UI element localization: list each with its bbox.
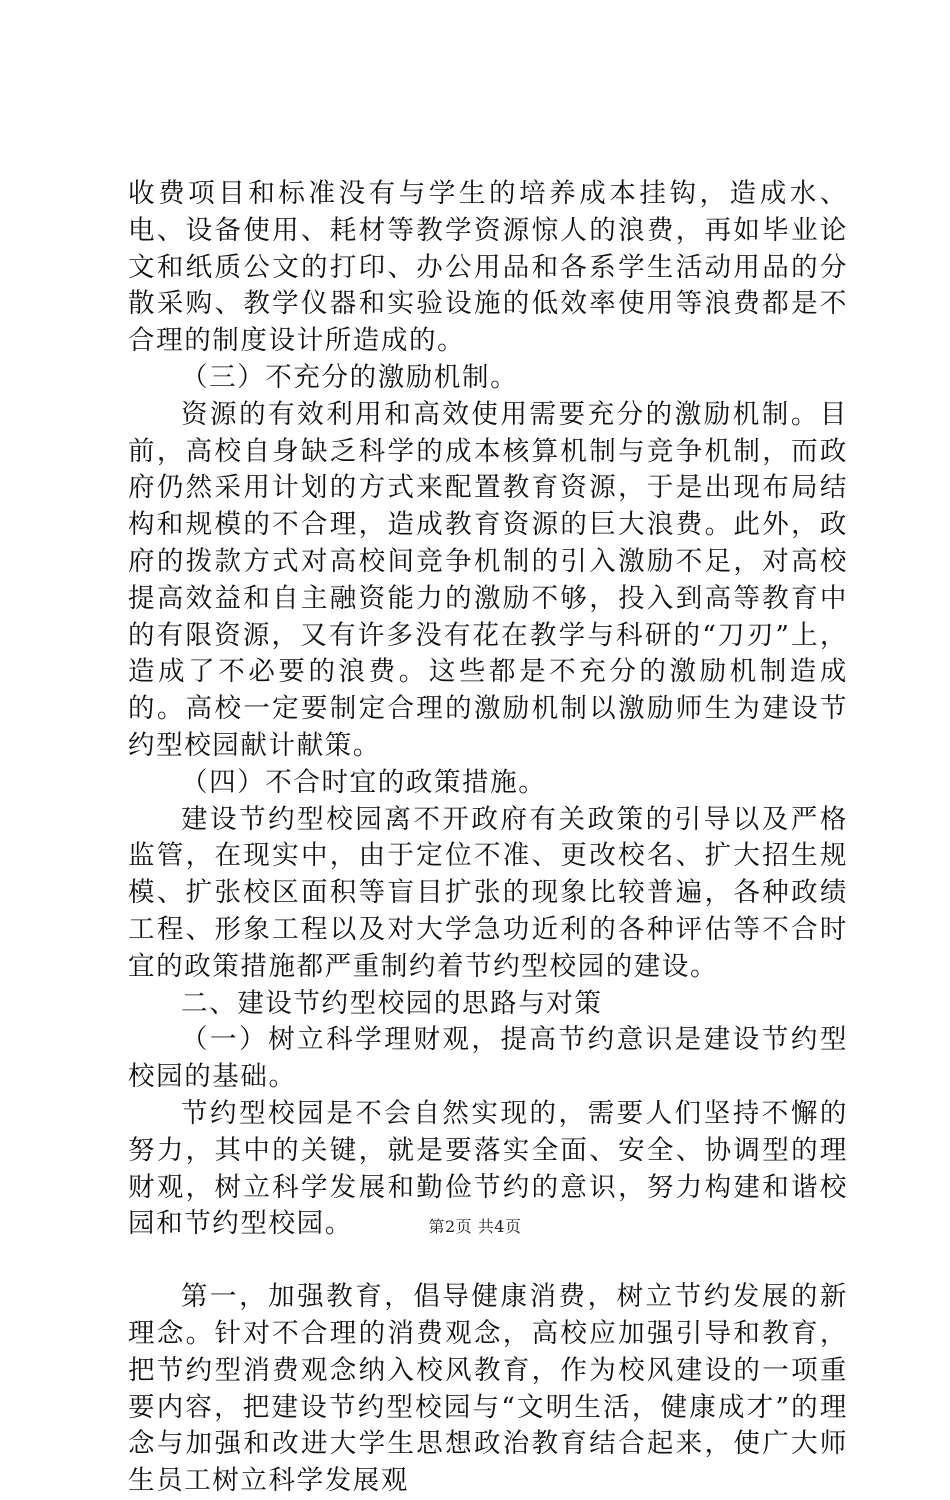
heading-financial-view: （一）树立科学理财观，提高节约意识是建设节约型校园的基础。 [128,1024,848,1093]
paragraph-policy-measures: 建设节约型校园离不开政府有关政策的引导以及严格监管，在现实中，由于定位不准、更改校名、扩大招生规模、扩张校区面积等盲目扩张的现象比较普遍，各种政绩工程、形象工程以及对大学急功近利的各种评估等不合时宜的政策措施都严重制约着节约型校园的建设。 [128,803,848,982]
paragraph-cost-mismatch: 收费项目和标准没有与学生的培养成本挂钩，造成水、电、设备使用、耗材等教学资源惊人的浪费，再如毕业论文和纸质公文的打印、办公用品和各系学生活动用品的分散采购、教学仪器和实验设施的低效率使用等浪费都是不合理的制度设计所造成的。 [128,178,848,357]
document-body [128,176,848,1500]
heading-policy-measures: （四）不合时宜的政策措施。 [181,766,547,798]
paragraph-incentive-mechanism: 资源的有效利用和高效使用需要充分的激励机制。目前，高校自身缺乏科学的成本核算机制与竞争机制，而政府仍然采用计划的方式来配置教育资源，于是出现布局结构和规模的不合理，造成教育资源的巨大浪费。此外，政府的拨款方式对高校间竞争机制的引入激励不足，对高校提高效益和自主融资能力的激励不够，投入到高等教育中的有限资源，又有许多没有花在教学与科研的“刀刃”上，造成了不必要的浪费。这些都是不充分的激励机制造成的。高校一定要制定合理的激励机制以激励师生为建设节约型校园献计献策。 [128,398,848,761]
paragraph-spacer [128,1243,848,1279]
paragraph-first-education: 第一，加强教育，倡导健康消费，树立节约发展的新理念。针对不合理的消费观念，高校应加强引导和教育，把节约型消费观念纳入校风教育，作为校风建设的一项重要内容，把建设节约型校园与“文明生活，健康成才”的理念与加强和改进大学生思想政治教育结合起来，使广大师生员工树立科学发展观 [128,1281,848,1497]
heading-incentive-mechanism: （三）不充分的激励机制。 [181,361,519,393]
page-footer: 第2页 共4页 [428,1217,522,1236]
paragraph-financial-view: 节约型校园是不会自然实现的，需要人们坚持不懈的努力，其中的关键，就是要落实全面、安全、协调型的理财观，树立科学发展和勤俭节约的意识，努力构建和谐校园和节约型校园。 [128,1097,848,1240]
section-heading-ideas-countermeasures: 二、建设节约型校园的思路与对策 [181,987,603,1019]
